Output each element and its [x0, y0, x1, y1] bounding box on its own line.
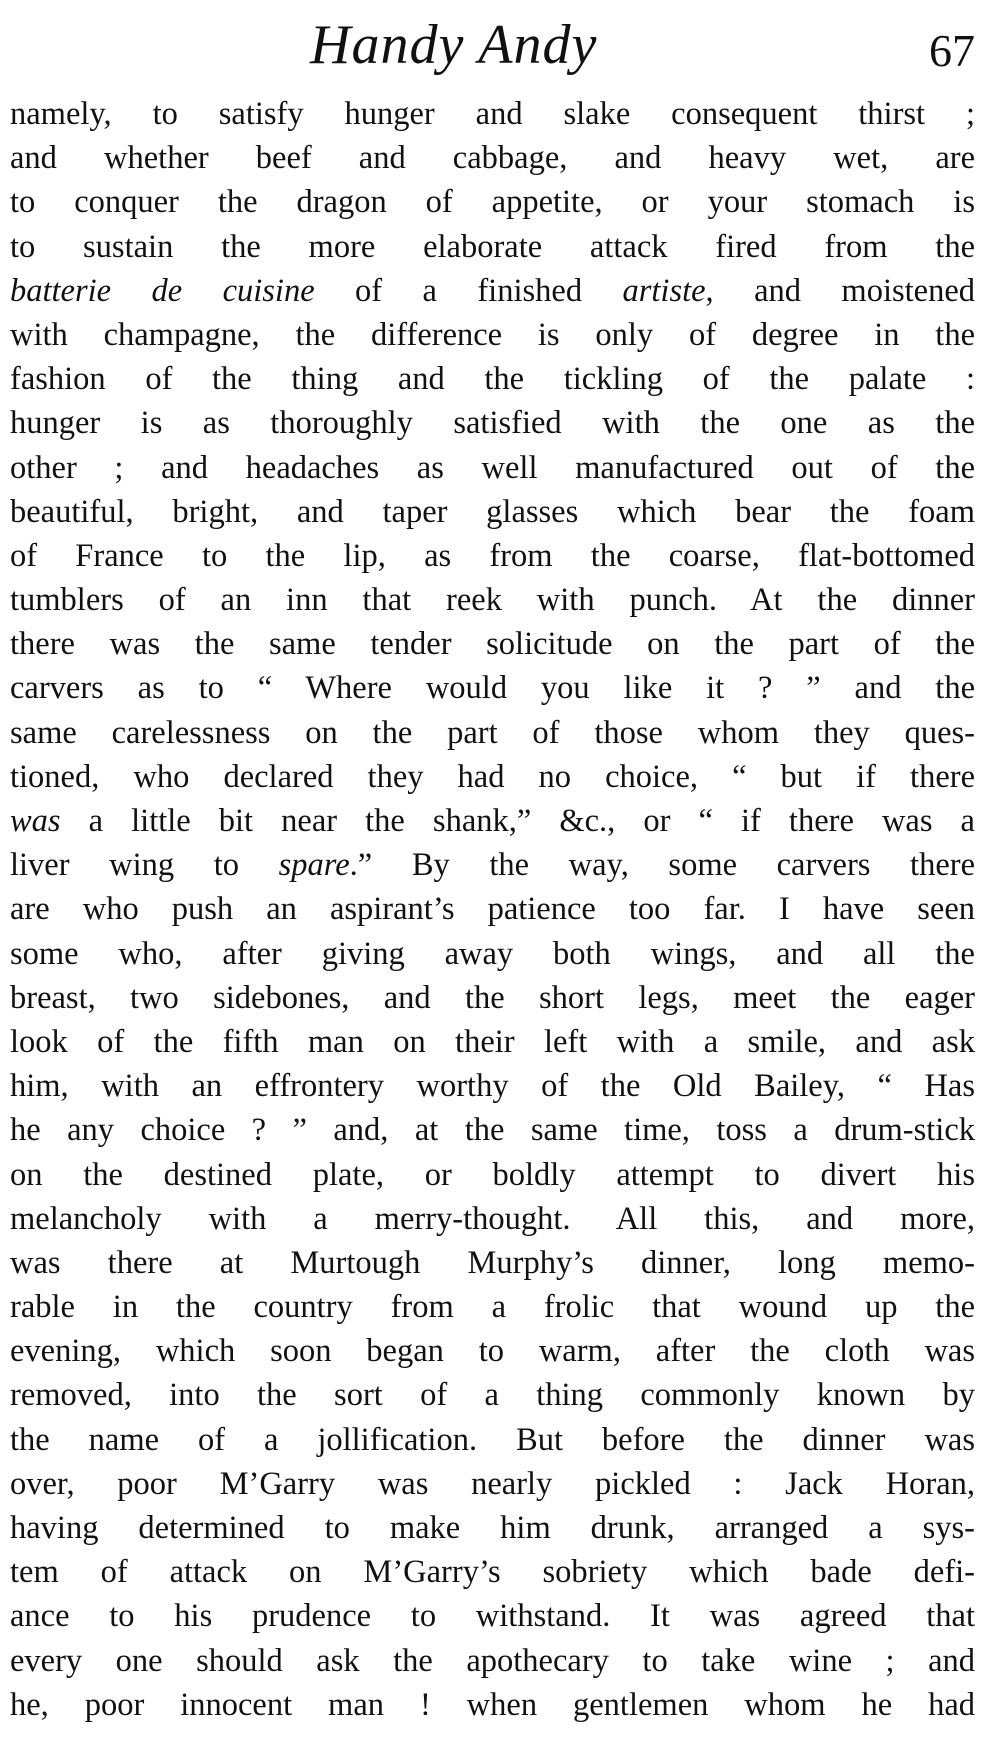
text-line: other ; and headaches as well manufactured out of the	[10, 449, 975, 486]
italic-text: artiste	[622, 272, 706, 309]
text-line: some who, after giving away both wings, and all the	[10, 935, 975, 972]
text-line	[10, 799, 975, 843]
italic-text: batterie de cuisine	[10, 272, 315, 309]
italic-text: was	[10, 803, 61, 839]
text-line: removed, into the sort of a thing commonly known by	[10, 1377, 975, 1414]
text-line: there was the same tender solicitude on the part of the	[10, 626, 975, 663]
body-text	[10, 92, 975, 1727]
text-segment: liver wing to	[10, 847, 279, 884]
text-line	[10, 843, 975, 887]
text-line: melancholy with a merry-thought. All this, and more,	[10, 1200, 975, 1237]
text-line	[10, 269, 975, 313]
text-line: tem of attack on M’Garry’s sobriety which bade defi-	[10, 1554, 975, 1591]
text-line: fashion of the thing and the tickling of the palate :	[10, 361, 975, 398]
text-line: rable in the country from a frolic that wound up the	[10, 1289, 975, 1326]
text-line: breast, two sidebones, and the short legs, meet the eager	[10, 979, 975, 1016]
text-line: with champagne, the difference is only of degree in the	[10, 316, 975, 353]
text-line: he any choice ? ” and, at the same time, toss a drum-stick	[10, 1112, 975, 1149]
text-line: having determined to make him drunk, arranged a sys-	[10, 1510, 975, 1546]
text-line: to conquer the dragon of appetite, or your stomach is	[10, 184, 975, 221]
text-segment: .” By the way, some carvers there	[349, 847, 975, 884]
text-line: tumblers of an inn that reek with punch. At the dinner	[10, 582, 975, 619]
running-title: Handy Andy	[310, 14, 598, 76]
text-line: hunger is as thoroughly satisfied with the one as the	[10, 405, 975, 442]
text-line: to sustain the more elaborate attack fired from the	[10, 228, 975, 265]
text-line: was there at Murtough Murphy’s dinner, long memo-	[10, 1244, 975, 1281]
text-segment: , and moistened	[705, 272, 975, 309]
page-number: 67	[929, 25, 975, 76]
text-segment: a little bit near the shank,” &c., or “ if there was a	[60, 803, 975, 839]
text-line: evening, which soon began to warm, after the cloth was	[10, 1333, 975, 1370]
text-line: the name of a jollification. But before the dinner was	[10, 1421, 975, 1458]
text-line: are who push an aspirant’s patience too far. I have seen	[10, 891, 975, 928]
text-line: beautiful, bright, and taper glasses which bear the foam	[10, 493, 975, 530]
text-line: look of the fifth man on their left with a smile, and ask	[10, 1023, 975, 1060]
text-line: on the destined plate, or boldly attempt to divert his	[10, 1156, 975, 1193]
italic-text: spare	[278, 847, 350, 884]
text-line: same carelessness on the part of those whom they ques-	[10, 714, 975, 751]
text-line: he, poor innocent man ! when gentlemen whom he had	[10, 1686, 975, 1723]
text-line: over, poor M’Garry was nearly pickled : Jack Horan,	[10, 1465, 975, 1502]
page-header	[10, 10, 975, 80]
text-line: him, with an effrontery worthy of the Old Bailey, “ Has	[10, 1068, 975, 1105]
text-line: namely, to satisfy hunger and slake consequent thirst ;	[10, 96, 975, 132]
text-line: carvers as to “ Where would you like it ? ” and the	[10, 670, 975, 707]
text-segment: of a finished	[314, 272, 623, 309]
text-line: of France to the lip, as from the coarse, flat-bottomed	[10, 537, 975, 574]
text-line: every one should ask the apothecary to take wine ; and	[10, 1642, 975, 1679]
text-line: and whether beef and cabbage, and heavy wet, are	[10, 140, 975, 177]
text-line: ance to his prudence to withstand. It was agreed that	[10, 1598, 975, 1635]
text-line: tioned, who declared they had no choice, “ but if there	[10, 758, 975, 795]
